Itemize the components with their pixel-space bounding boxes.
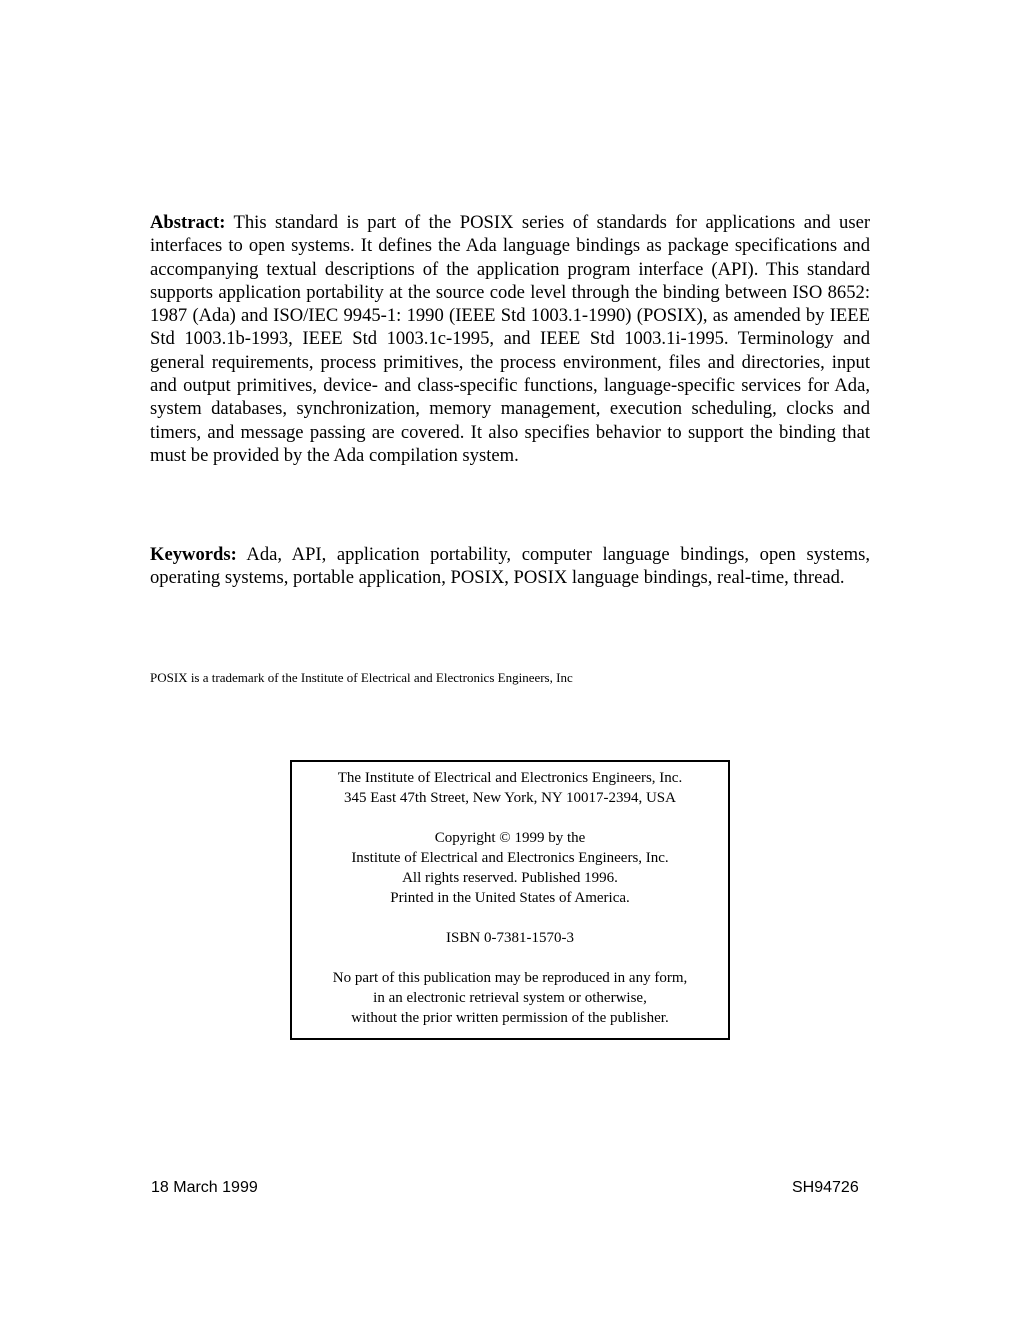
reproduction-notice xyxy=(292,968,728,1028)
copyright-line: All rights reserved. Published 1996. xyxy=(402,870,618,886)
abstract-label: Abstract: xyxy=(150,212,226,233)
notice-line: No part of this publication may be reproduced in any form, xyxy=(332,970,688,986)
isbn: ISBN 0-7381-1570-3 xyxy=(446,930,574,946)
copyright-line: Copyright © 1999 by the xyxy=(434,830,586,846)
spacer xyxy=(292,948,728,968)
footer-document-code: SH94726 xyxy=(792,1179,859,1196)
copyright-line: Printed in the United States of America. xyxy=(390,890,630,906)
spacer xyxy=(292,808,728,828)
abstract-text: This standard is part of the POSIX series of standards for applications and user interfaces to open systems. It defines the Ada language bindings as package specifications and accompanying textual descriptions of the application program interface (API). This standard supports application portability at the source code level through the binding between ISO 8652: 1987 (Ada) and ISO/IEC 9945-1: 1990 (IEEE Std 1003.1-1990) (POSIX), as amended by IEEE Std 1003.1b-1993, IEEE Std 1003.1c-1995, and IEEE Std 1003.1i-1995. Terminology and general requirements, process primitives, the process environment, files and directories, input and output primitives, device- and class-specific functions, language-specific services for Ada, system databases, synchronization, memory management, execution scheduling, clocks and timers, and message passing are covered. It also specifies behavior to support the binding that must be provided by the Ada compilation system. xyxy=(150,212,871,466)
spacer xyxy=(292,908,728,928)
notice-line: in an electronic retrieval system or otherwise, xyxy=(373,990,647,1006)
keywords-text: Ada, API, application portability, computer language bindings, open systems, operating systems, portable application, POSIX, POSIX language bindings, real-time, thread. xyxy=(150,544,870,589)
copyright-line: Institute of Electrical and Electronics Engineers, Inc. xyxy=(351,850,669,866)
copyright-notice xyxy=(292,828,728,908)
keywords-paragraph xyxy=(150,543,870,590)
footer-date: 18 March 1999 xyxy=(151,1179,258,1196)
publisher-address xyxy=(292,768,728,808)
notice-line: without the prior written permission of the publisher. xyxy=(351,1010,669,1026)
trademark-note: POSIX is a trademark of the Institute of Electrical and Electronics Engineers, Inc xyxy=(150,670,573,685)
address-line: 345 East 47th Street, New York, NY 10017-2394, USA xyxy=(344,790,676,806)
keywords-label: Keywords: xyxy=(150,544,237,565)
publisher-box xyxy=(290,760,730,1040)
address-line: The Institute of Electrical and Electronics Engineers, Inc. xyxy=(337,770,683,786)
abstract-paragraph xyxy=(150,211,870,467)
